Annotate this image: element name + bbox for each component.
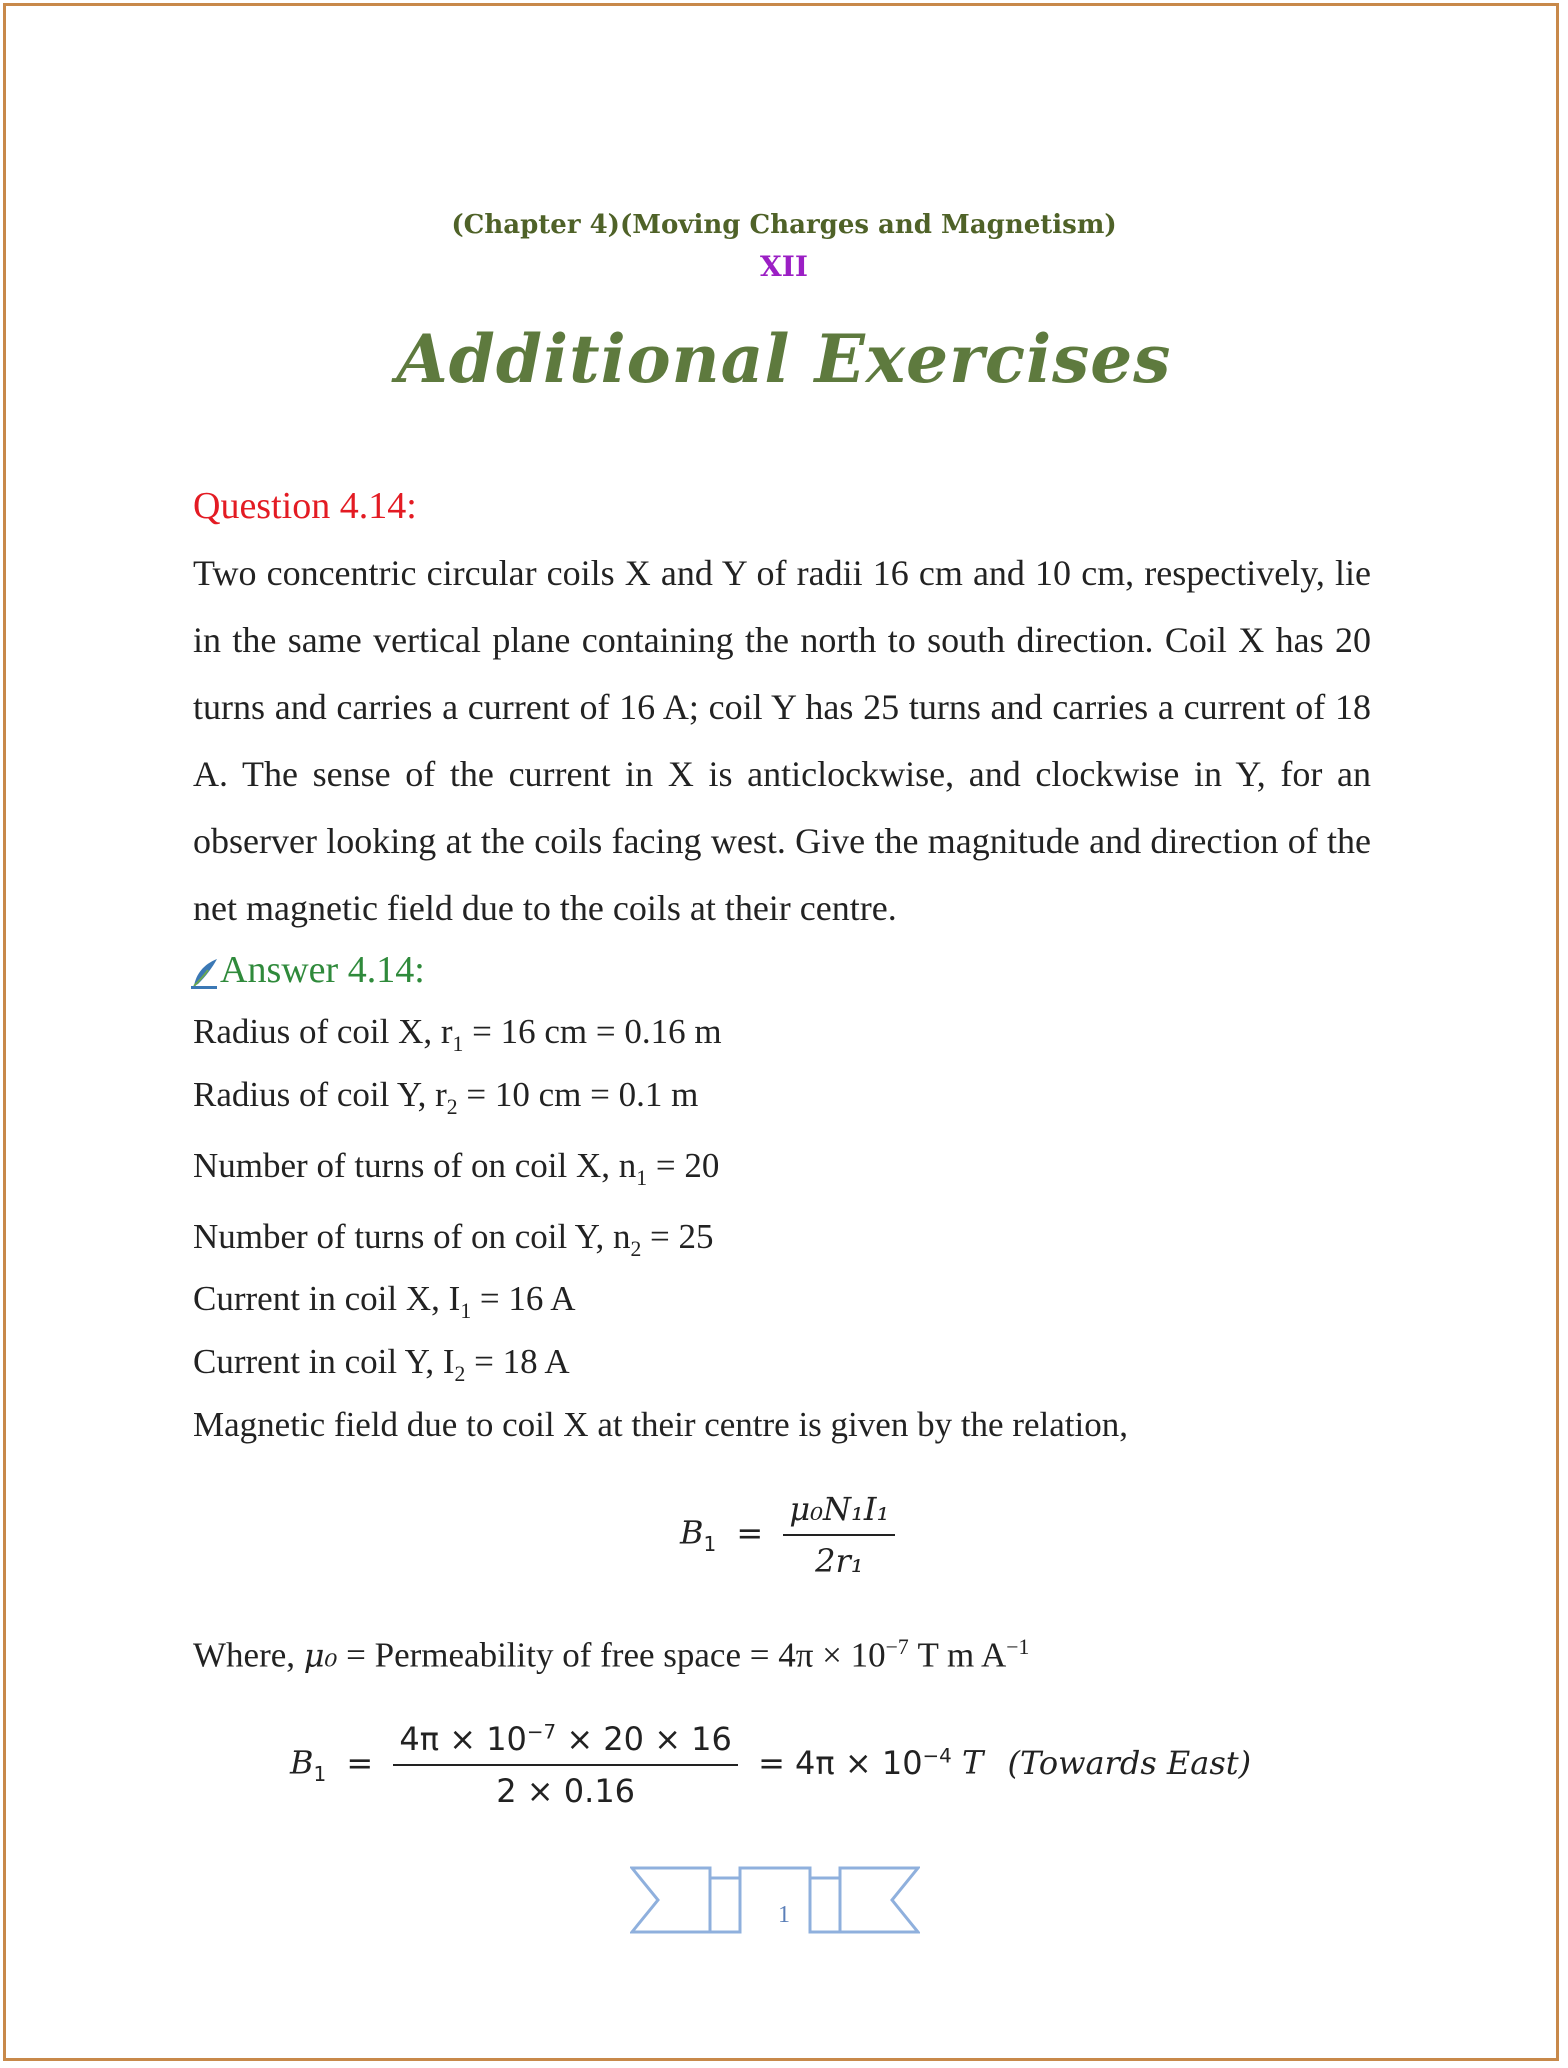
permeability-exp: −7	[885, 1635, 909, 1659]
formula2-num-exp: −7	[526, 1720, 557, 1744]
page-number: 1	[778, 1902, 790, 1928]
question-heading: Question 4.14:	[193, 485, 417, 527]
radius-y-label: Radius of coil Y, r	[193, 1075, 447, 1114]
page-title: Additional Exercises	[396, 320, 1172, 398]
turns-y-label: Number of turns of on coil Y, n	[193, 1217, 631, 1256]
answer-heading: Answer 4.14:	[220, 949, 425, 991]
formula2-direction: (Towards East)	[1007, 1743, 1252, 1782]
formula1-equals: =	[736, 1513, 764, 1552]
current-x-label: Current in coil X, I	[193, 1279, 461, 1318]
formula2-fraction	[393, 1720, 737, 1810]
formula2-denominator: 2 × 0.16	[496, 1772, 636, 1810]
turns-x-sub: 1	[636, 1166, 648, 1190]
radius-y-line	[193, 1075, 698, 1120]
formula1-fraction	[783, 1490, 895, 1580]
radius-x-label: Radius of coil X, r	[193, 1012, 453, 1051]
formula1-denominator: 2r₁	[815, 1542, 864, 1580]
formula2-result-a: = 4π × 10	[758, 1743, 923, 1782]
chapter-heading: (Chapter 4)(Moving Charges and Magnetism)	[451, 210, 1117, 240]
formula2-num-a: 4π × 10	[399, 1720, 527, 1758]
turns-y-line	[193, 1217, 714, 1262]
formula-b1-calculation	[290, 1720, 1251, 1810]
formula2-lhs: B	[290, 1743, 314, 1782]
formula-b1-definition	[680, 1490, 895, 1580]
formula1-lhs: B	[680, 1513, 704, 1552]
permeability-text: = Permeability of free space = 4π × 10	[337, 1635, 886, 1675]
grade-label: XII	[760, 250, 808, 283]
radius-x-value: = 16 cm = 0.16 m	[463, 1012, 722, 1051]
formula1-numerator: μ₀N₁I₁	[783, 1490, 895, 1536]
permeability-line	[193, 1635, 1029, 1676]
formula2-numerator	[393, 1720, 737, 1766]
where-prefix: Where,	[193, 1635, 296, 1675]
turns-x-line	[193, 1146, 719, 1191]
formula2-lhs-sub: 1	[313, 1761, 327, 1786]
current-y-line	[193, 1342, 570, 1387]
turns-x-value: = 20	[647, 1146, 720, 1185]
mu-zero-symbol: μ₀	[303, 1636, 338, 1675]
relation-text: Magnetic field due to coil X at their centre is given by the relation,	[193, 1405, 1128, 1444]
permeability-unit-exp: −1	[1006, 1635, 1030, 1659]
radius-x-sub: 1	[452, 1032, 464, 1056]
formula2-result-exp: −4	[922, 1743, 952, 1767]
current-x-value: = 16 A	[471, 1279, 576, 1318]
radius-y-value: = 10 cm = 0.1 m	[457, 1075, 699, 1114]
formula1-lhs-sub: 1	[703, 1531, 717, 1556]
permeability-unit: T m A	[908, 1635, 1007, 1675]
current-y-sub: 2	[454, 1362, 466, 1386]
formula2-equals: =	[346, 1743, 374, 1782]
current-y-value: = 18 A	[465, 1342, 570, 1381]
pen-logo-icon	[190, 956, 220, 990]
current-x-sub: 1	[460, 1299, 472, 1323]
radius-x-line	[193, 1012, 722, 1057]
radius-y-sub: 2	[446, 1095, 458, 1119]
question-text: Two concentric circular coils X and Y of radii 16 cm and 10 cm, respectively, lie in the same vertical plane containing the north to south direction. Coil X has 20 turns and carries a current of 16 A; coil Y has 25 turns and carries a current of 18 A. The sense of the current in X is anticlockwise, and clockwise in Y, for an observer looking at the coils facing west. Give the magnitude and direction of the net magnetic field due to the coils at their centre.	[193, 553, 1371, 928]
current-x-line	[193, 1279, 576, 1324]
turns-x-label: Number of turns of on coil X, n	[193, 1146, 637, 1185]
current-y-label: Current in coil Y, I	[193, 1342, 455, 1381]
turns-y-sub: 2	[630, 1237, 642, 1261]
formula2-result-unit: T	[951, 1743, 984, 1782]
formula2-num-b: × 20 × 16	[556, 1720, 732, 1758]
formula2-result	[758, 1744, 952, 1782]
turns-y-value: = 25	[641, 1217, 714, 1256]
